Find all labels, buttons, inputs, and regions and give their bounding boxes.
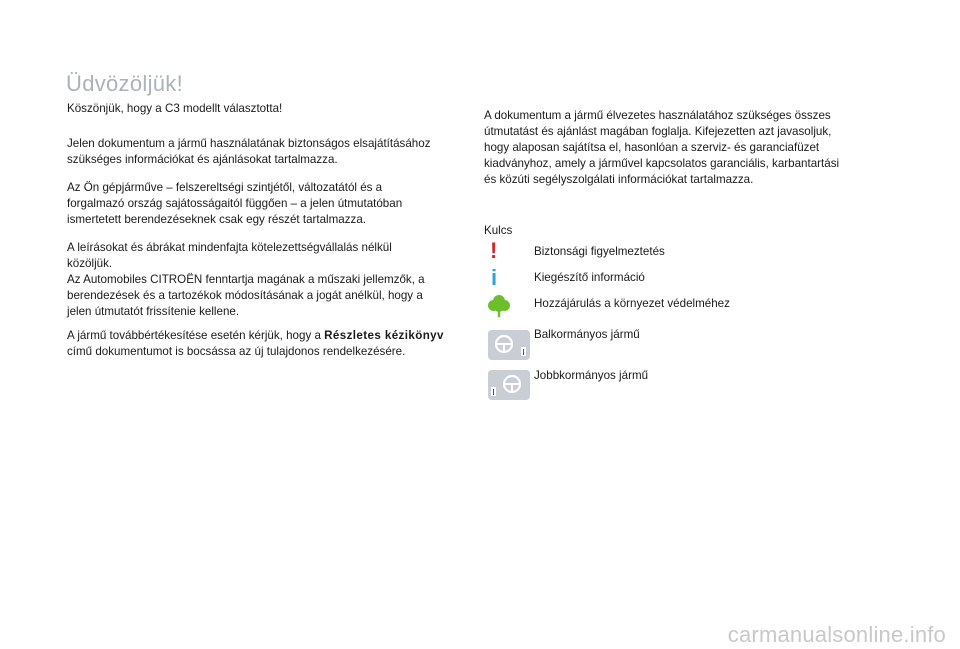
paragraph-purpose [67,136,467,168]
legend-label: Hozzájárulás a környezet védelméhez [534,297,730,310]
paragraph-line: című dokumentumot is bocsássa az új tulajdonos rendelkezésére. [67,345,406,358]
paragraph-line: hogy alaposan sajátítsa el, hasonlóan a szerviz- és garanciafüzet [484,141,820,154]
paragraph-equipment [67,180,467,228]
paragraph-line: útmutatást és ajánlást magában foglalja. Kifejezetten azt javasoljuk, [484,125,832,138]
paragraph-disclaimer [67,240,467,320]
watermark-footer: carmanualsonline.info [727,622,946,647]
paragraph-overview [484,108,884,188]
paragraph-line: A dokumentum a jármű élvezetes használatához szükséges összes [484,109,831,122]
legend-label: Kiegészítő információ [534,271,645,284]
legend-title: Kulcs [484,224,513,237]
paragraph-line: A jármű továbbértékesítése esetén kérjük, hogy a [67,329,325,342]
right-hand-drive-icon [488,370,530,405]
paragraph-line: és közúti segélyszolgálati információkat tartalmazza. [484,173,754,186]
info-icon: i [491,265,498,290]
legend-label: Jobbkormányos jármű [534,369,649,382]
paragraph-line: jelen útmutatót frissítenie kellene. [67,305,240,318]
legend-label: Balkormányos jármű [534,328,640,341]
legend-label: Biztonsági figyelmeztetés [534,245,665,258]
left-hand-drive-icon [488,330,530,365]
intro-text: Köszönjük, hogy a C3 modellt választotta! [67,102,283,115]
paragraph-line: berendezések és a tartozékok módosításának a jogát anélkül, hogy a [67,289,423,302]
paragraph-line: Az Ön gépjárműve – felszereltségi szintjétől, változatától és a [67,181,383,194]
paragraph-line: szükséges információkat és ajánlásokat tartalmazza. [67,153,338,166]
paragraph-line: közöljük. [67,257,113,270]
page-title: Üdvözöljük! [66,71,184,96]
paragraph-line: Jelen dokumentum a jármű használatának biztonságos elsajátításához [67,137,431,150]
paragraph-line: Az Automobiles CITROËN fenntartja magának a műszaki jellemzők, a [67,273,425,286]
paragraph-resale [67,328,467,360]
paragraph-line: ismertetett berendezéseknek csak egy részét tartalmazza. [67,213,366,226]
tree-icon [488,294,510,323]
paragraph-line: forgalmazó ország sajátosságaitól függően – a jelen útmutatóban [67,197,403,210]
warning-exclamation-icon: ! [490,238,498,263]
manual-name-bold: Részletes kézikönyv [324,329,444,342]
paragraph-line: A leírásokat és ábrákat mindenfajta kötelezettségvállalás nélkül [67,241,392,254]
paragraph-line: kiadványhoz, amely a járművel kapcsolatos garanciális, karbantartási [484,157,840,170]
